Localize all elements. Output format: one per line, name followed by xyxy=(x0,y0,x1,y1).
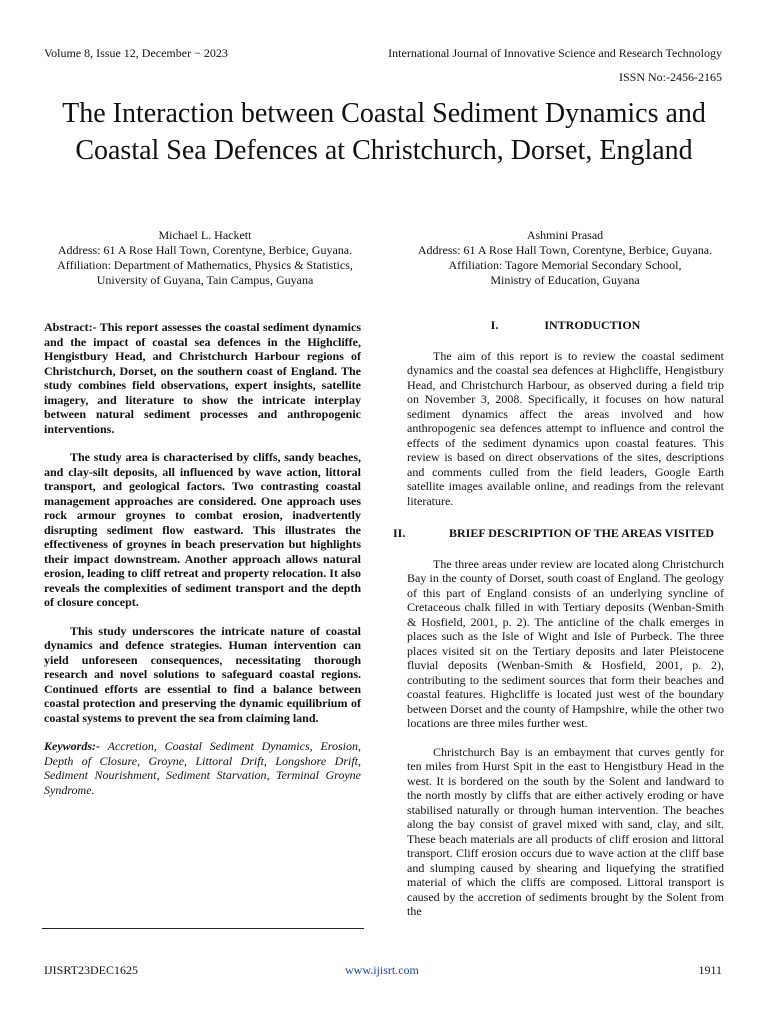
header-journal: International Journal of Innovative Science and Research Technology xyxy=(388,46,722,60)
keywords xyxy=(44,739,361,797)
left-column xyxy=(44,320,361,797)
keywords-text: Accretion, Coastal Sediment Dynamics, Erosion, Depth of Closure, Groyne, Littoral Drift, Longshore Drift, Sediment Nourishment, Sediment Starvation, Terminal Groyne Syndrome. xyxy=(44,739,361,797)
areas-paragraph-1: The three areas under review are located along Christchurch Bay in the county of Dorset, south coast of England. The geology of this part of England consists of an underlying syncline of Cretaceous chalk filled in with Tertiary deposits (Wenban-Smith & Hosfield, 2001, p. 2). The anticline of the chalk emerges in places such as the Isle of Wight and Isle of Purbeck. The three places visited sit on the Tertiary deposits and later Pleistocene fluvial deposits (Wenban-Smith & Hosfield, 2001, p. 2), contributing to the sediment sources that form their beaches and coastal features. Highcliffe is located just west of the boundary between Dorset and the county of Hampshire, while the other two locations are three miles further west. xyxy=(407,556,724,730)
paper-title: The Interaction between Coastal Sediment Dynamics and Coastal Sea Defences at Christchurch, Dorset, England xyxy=(62,98,706,166)
abstract-paragraph-2: The study area is characterised by cliffs, sandy beaches, and clay-silt deposits, all influenced by wave action, littoral transport, and geological factors. Two contrasting coastal management approaches are considered. One approach uses rock armour groynes to combat erosion, inadvertently disrupting sediment flow eastward. This illustrates the effectiveness of groynes in beach preservation but highlights their impact downstream. Another approach allows natural erosion, leading to cliff retreat and property relocation. It also reveals the complexities of sediment transport and the depth of closure concept. xyxy=(44,450,361,609)
author-affiliation: Affiliation: Tagore Memorial Secondary School, xyxy=(448,258,682,272)
section-number: II. xyxy=(393,526,406,540)
author-address: Address: 61 A Rose Hall Town, Corentyne, Berbice, Guyana. xyxy=(417,243,713,257)
author-institution: Ministry of Education, Guyana xyxy=(490,273,640,287)
header-volume: Volume 8, Issue 12, December − 2023 xyxy=(44,46,228,60)
section-title: BRIEF DESCRIPTION OF THE AREAS VISITED xyxy=(449,526,715,540)
right-column xyxy=(393,318,724,919)
section-title: INTRODUCTION xyxy=(544,318,641,332)
author-institution: University of Guyana, Tain Campus, Guyana xyxy=(96,273,314,287)
author-block-2 xyxy=(390,228,740,288)
author-address: Address: 61 A Rose Hall Town, Corentyne, Berbice, Guyana. xyxy=(57,243,353,257)
footer-page-number: 1911 xyxy=(698,963,722,977)
areas-paragraph-2: Christchurch Bay is an embayment that curves gently for ten miles from Hurst Spit in the east to Hengistbury Head in the west. It is bordered on the south by the Solent and landward to the north mostly by cliffs that are either actively eroding or have stabilised naturally or through human intervention. The beaches along the bay consist of gravel mixed with sand, clay, and silt. These beach materials are all products of cliff erosion and littoral transport. Cliff erosion occurs due to wave action at the cliff base and slumping caused by shearing and liquefying the stratified material of which the cliffs are composed. Littoral transport is caused by the accretion of sediments brought by the Solent from the xyxy=(407,744,724,918)
author-name: Ashmini Prasad xyxy=(526,228,604,242)
section-heading-introduction xyxy=(407,318,724,333)
author-name: Michael L. Hackett xyxy=(158,228,252,242)
section-heading-areas xyxy=(393,526,724,541)
abstract-paragraph-3: This study underscores the intricate nature of coastal dynamics and defence strategies. Human intervention can yield unforeseen consequences, necessitating thorough research and novel solutions to safeguard coastal regions. Continued efforts are essential to find a balance between coastal protection and preserving the dynamic equilibrium of coastal systems to prevent the sea from claiming land. xyxy=(44,623,361,725)
author-block-1 xyxy=(30,228,380,288)
intro-paragraph-1: The aim of this report is to review the coastal sediment dynamics and the coastal sea defences at Highcliffe, Hengistbury Head, and Christchurch Harbour, as observed during a field trip on November 3, 2008. Specifically, it focuses on how natural sediment dynamics affect the areas involved and how anthropogenic sea defences attempt to influence and control the effects of the sediment dynamics upon coastal features. This review is based on direct observations of the sites, descriptions and comments culled from the field leaders, Google Earth satellite images available online, and readings from the relevant literature. xyxy=(407,348,724,508)
footnote-rule xyxy=(42,928,364,929)
abstract-paragraph-1: Abstract:- This report assesses the coastal sediment dynamics and the impact of coastal sea defences in the Highcliffe, Hengistbury Head, and Christchurch Harbour regions of Christchurch, Dorset, on the southern coast of England. The study combines field observations, expert insights, satellite imagery, and literature to show the intricate interplay between natural sediment processes and anthropogenic interventions. xyxy=(44,320,361,436)
header-issn: ISSN No:-2456-2165 xyxy=(618,70,722,84)
footer-code: IJISRT23DEC1625 xyxy=(44,963,138,977)
author-affiliation: Affiliation: Department of Mathematics, Physics & Statistics, xyxy=(57,258,353,272)
footer-website-link[interactable]: www.ijisrt.com xyxy=(345,963,419,977)
keywords-label: Keywords:- xyxy=(44,739,100,753)
section-number: I. xyxy=(490,318,499,332)
